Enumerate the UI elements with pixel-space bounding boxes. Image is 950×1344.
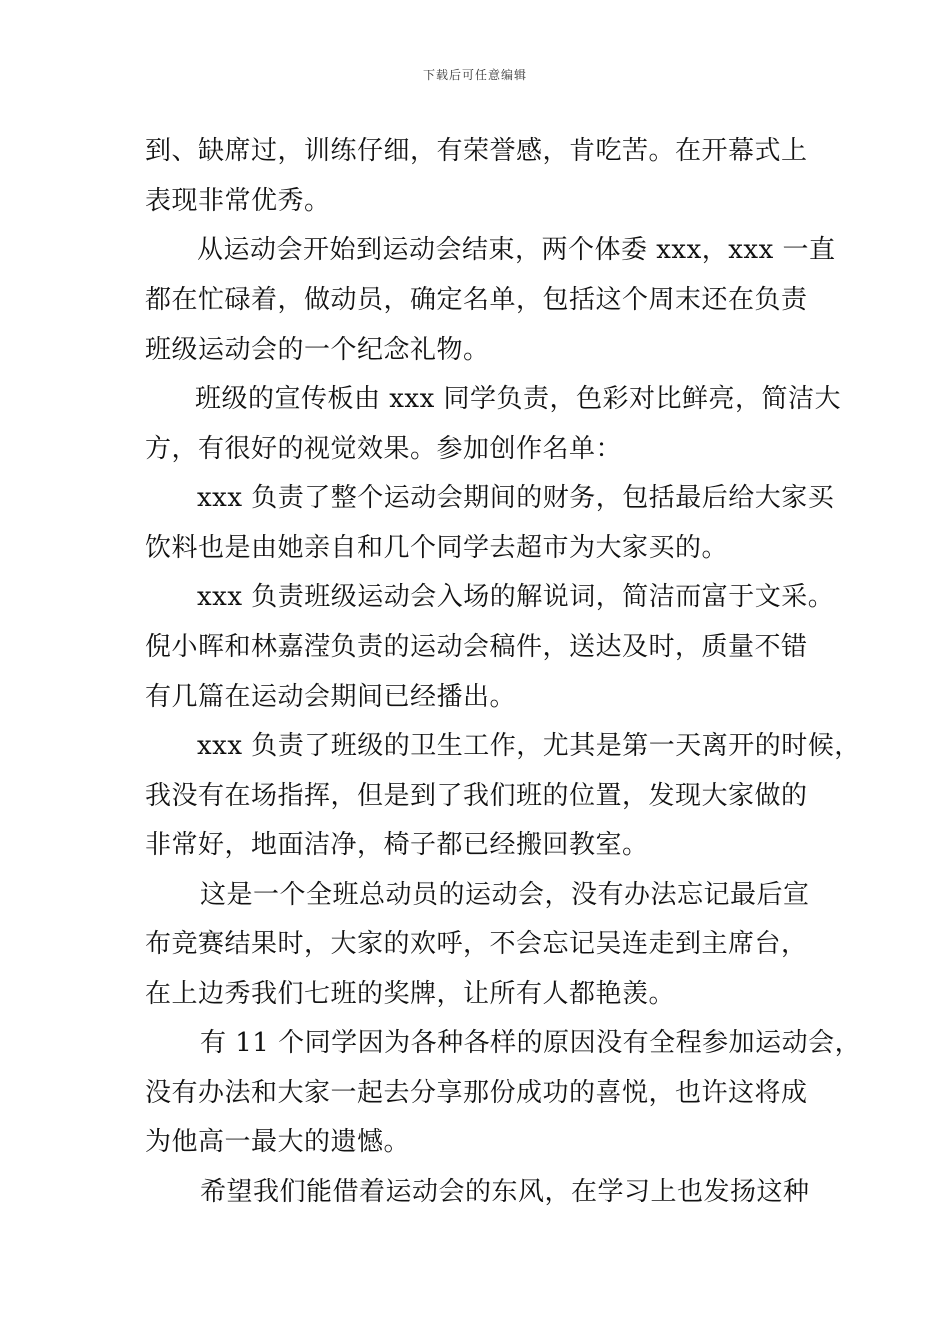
body-line: xxx 负责班级运动会入场的解说词，简洁而富于文采。 [197,582,835,612]
body-line: 有 11 个同学因为各种各样的原因没有全程参加运动会， [200,1028,862,1058]
body-line: 班级的宣传板由 xxx 同学负责，色彩对比鲜亮，简洁大 [195,384,842,414]
body-line: 班级运动会的一个纪念礼物。 [145,335,490,365]
body-line: 方，有很好的视觉效果。参加创作名单： [145,434,623,464]
body-line: 希望我们能借着运动会的东风，在学习上也发扬这种 [200,1177,810,1207]
page-header: 下载后可任意编辑 [422,68,527,82]
body-line: 倪小晖和林嘉滢负责的运动会稿件，送达及时，质量不错 [145,632,808,662]
body-line: 都在忙碌着，做动员，确定名单，包括这个周末还在负责 [145,285,808,315]
body-line: 从运动会开始到运动会结束，两个体委 xxx，xxx 一直 [197,235,836,265]
body-line: 为他高一最大的遗憾。 [145,1127,411,1157]
body-line: 有几篇在运动会期间已经播出。 [145,682,517,712]
body-line: 我没有在场指挥，但是到了我们班的位置，发现大家做的 [145,781,808,811]
body-line: 布竞赛结果时，大家的欢呼，不会忘记吴连走到主席台， [145,929,808,959]
body-line: 表现非常优秀。 [145,186,331,216]
body-line: 这是一个全班总动员的运动会，没有办法忘记最后宣 [200,880,810,910]
body-line: xxx 负责了整个运动会期间的财务，包括最后给大家买 [197,483,835,513]
body-line: 没有办法和大家一起去分享那份成功的喜悦，也许这将成 [145,1078,808,1108]
body-line: 到、缺席过，训练仔细，有荣誉感，肯吃苦。在开幕式上 [145,136,808,166]
body-line: 非常好，地面洁净，椅子都已经搬回教室。 [145,830,649,860]
body-line: xxx 负责了班级的卫生工作，尤其是第一天离开的时候， [197,731,861,761]
body-line: 在上边秀我们七班的奖牌，让所有人都艳羡。 [145,979,676,1009]
body-line: 饮料也是由她亲自和几个同学去超市为大家买的。 [145,533,729,563]
